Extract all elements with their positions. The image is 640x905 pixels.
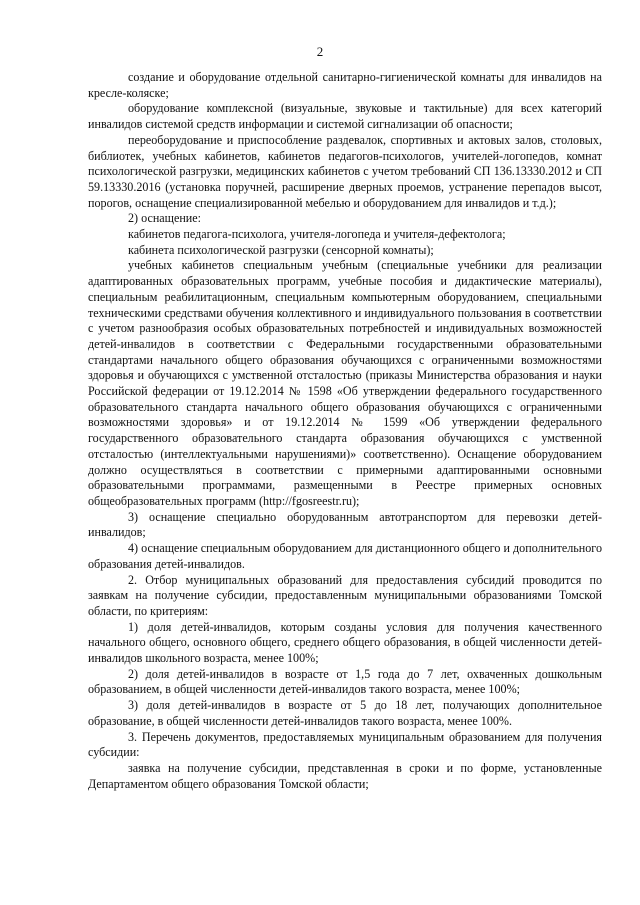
paragraph: переоборудование и приспособление раздевалок, спортивных и актовых залов, столовых, библиотек, учебных кабинетов, кабинетов педагогов-психологов, учителей-логопедов, комнат психологической разгрузки, медицинских кабинетов с учетом требований СП 136.13330.2012 и СП 59.13330.2016 (установка поручней, расширение дверных проемов, устранение перепадов высот, порогов, оснащение специализированной мебелью и оборудованием для инвалидов и т.д.); bbox=[88, 132, 602, 210]
paragraph: 2) доля детей-инвалидов в возрасте от 1,5 года до 7 лет, охваченных дошкольным образованием, в общей численности детей-инвалидов такого возраста, менее 100%; bbox=[88, 666, 602, 697]
paragraph: заявка на получение субсидии, представленная в сроки и по форме, установленные Департаментом общего образования Томской области; bbox=[88, 760, 602, 791]
paragraph: 3) доля детей-инвалидов в возрасте от 5 до 18 лет, получающих дополнительное образование, в общей численности детей-инвалидов такого возраста, менее 100%. bbox=[88, 698, 602, 728]
paragraph: создание и оборудование отдельной санитарно-гигиенической комнаты для инвалидов на кресле-коляске; bbox=[88, 70, 602, 100]
paragraph: кабинетов педагога-психолога, учителя-логопеда и учителя-дефектолога; bbox=[128, 227, 506, 242]
paragraph: оборудование комплексной (визуальные, звуковые и тактильные) для всех категорий инвалидов системой средств информации и системой сигнализации об опасности; bbox=[88, 101, 602, 132]
paragraph: кабинета психологической разгрузки (сенсорной комнаты); bbox=[128, 242, 434, 257]
paragraph: 2. Отбор муниципальных образований для предоставления субсидий проводится по заявкам на получение субсидии, предоставленным муниципальными образованиями Томской области, по критериям: bbox=[88, 572, 602, 618]
paragraph: 3) оснащение специально оборудованным автотранспортом для перевозки детей-инвалидов; bbox=[88, 509, 602, 540]
paragraph: учебных кабинетов специальным учебным (специальные учебники для реализации адаптированных образовательных программ, учебные пособия и дидактические материалы), специальным реабилитационным, специальным компьютерным оборудованием, специальными техническими средствами обучения коллективного и индивидуального пользования в соответствии с учетом разнообразия особых образовательных потребностей и индивидуальных возможностей детей-инвалидов в соответствии с Федеральными государственными образовательными стандартами начального общего образования обучающихся с ограниченными возможностями здоровья и обучающихся с умственной отсталостью (приказы Министерства образования и науки Российской федерации от 19.12.2014 № 1598 «Об утверждении федерального государственного образовательного стандарта начального общего образования обучающихся с ограниченными возможностями здоровья» и от 19.12.2014 № 1599 «Об утверждении федерального государственного образовательного стандарта образования обучающихся с умственной отсталостью (интеллектуальными нарушениями)» соответственно). Оснащение оборудованием должно осуществляться в соответствии с примерными адаптированными основными образовательными программами, размещенными в Реестре примерных основных общеобразовательных программ (http://fgosreestr.ru); bbox=[88, 258, 602, 508]
page-number: 2 bbox=[316, 44, 324, 59]
paragraph: 2) оснащение: bbox=[128, 211, 202, 226]
paragraph: 4) оснащение специальным оборудованием для дистанционного общего и дополнительного образования детей-инвалидов. bbox=[88, 541, 602, 571]
paragraph: 1) доля детей-инвалидов, которым созданы условия для получения качественного начального общего, основного общего, среднего общего образования, в общей численности детей-инвалидов школьного возраста, менее 100%; bbox=[88, 619, 602, 666]
paragraph: 3. Перечень документов, предоставляемых муниципальным образованием для получения субсидии: bbox=[88, 729, 602, 760]
document-body bbox=[88, 70, 602, 792]
